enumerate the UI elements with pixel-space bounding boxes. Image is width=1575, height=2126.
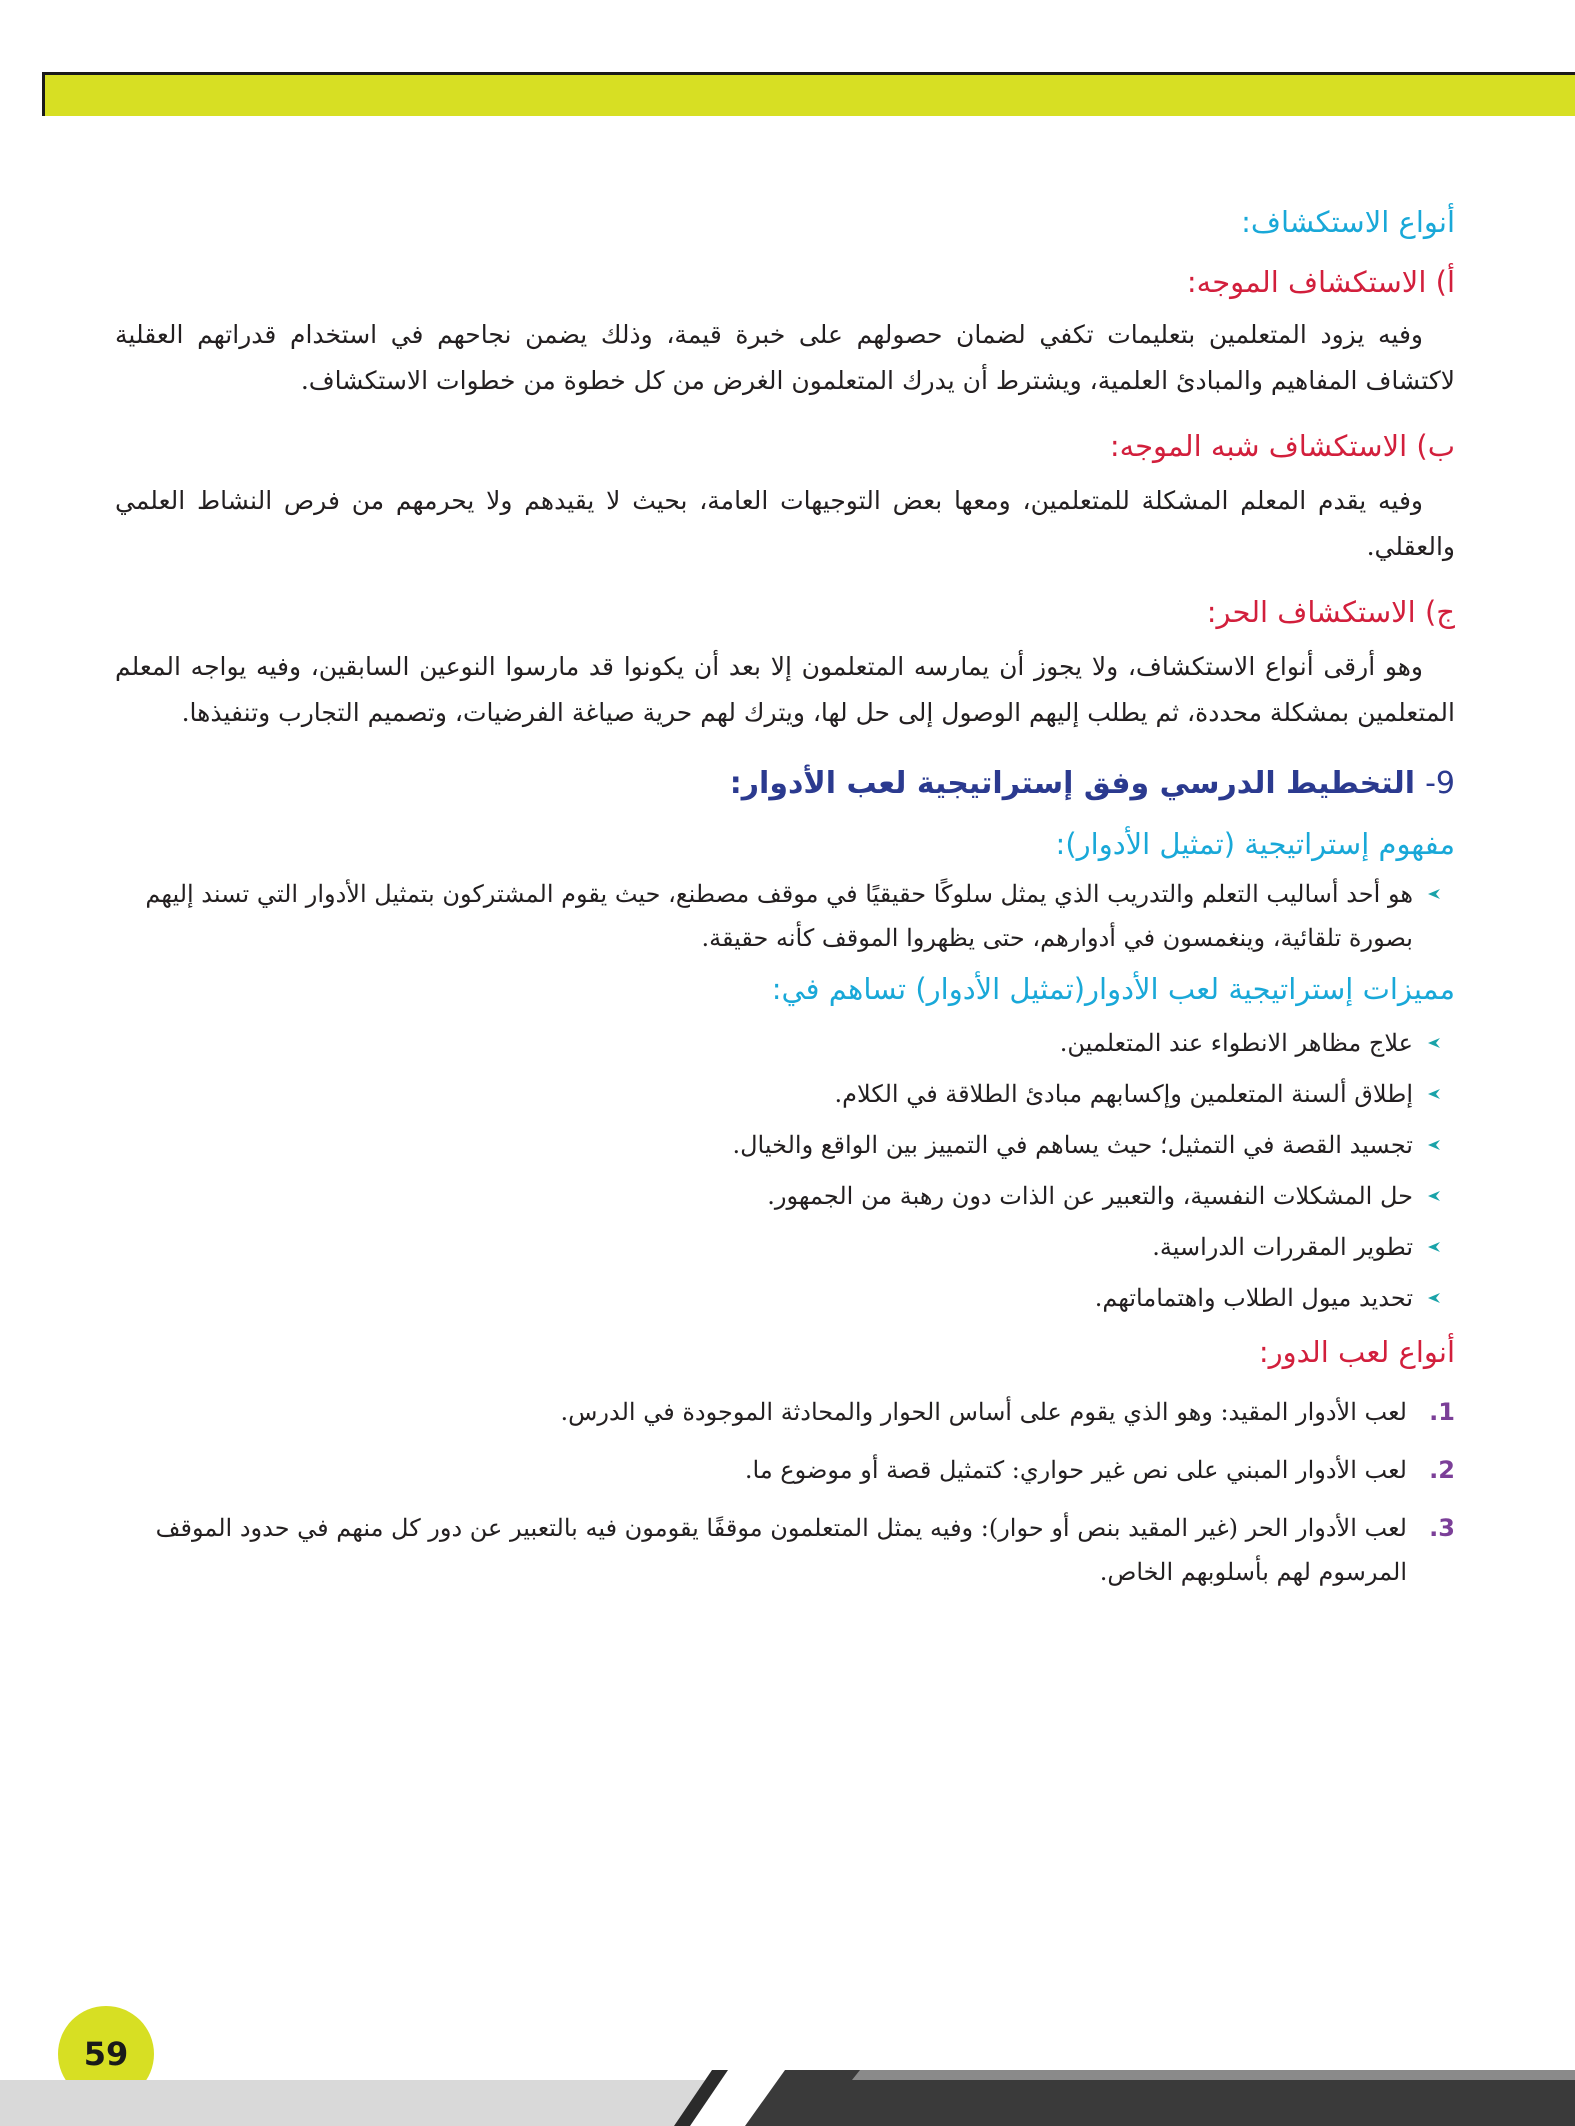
list-item (115, 1276, 1441, 1320)
concept-heading: مفهوم إستراتيجية (تمثيل الأدوار): (1055, 827, 1455, 861)
page-number: 59 (58, 2006, 154, 2102)
list-item (115, 1174, 1441, 1218)
list-item (115, 1123, 1441, 1167)
bullet-icon (1427, 1139, 1441, 1151)
item-number: 3. (1429, 1514, 1455, 1542)
page-content (115, 200, 1455, 1608)
feature-text: تجسيد القصة في التمثيل؛ حيث يساهم في التمييز بين الواقع والخيال. (732, 1131, 1413, 1159)
list-item (115, 1448, 1455, 1492)
guided-discovery-text: وفيه يزود المتعلمين بتعليمات تكفي لضمان حصولهم على خبرة قيمة، وذلك يضمن نجاحهم في استخدام قدراتهم العقلية لاكتشاف المفاهيم والمبادئ العلمية، ويشترط أن يدرك المتعلمون الغرض من كل خطوة من خطوات الاستكشاف. (115, 320, 1455, 395)
concept-text: هو أحد أساليب التعلم والتدريب الذي يمثل سلوكًا حقيقيًا في موقف مصطنع، حيث يقوم المشتركون بتمثيل الأدوار التي تسند إليهم بصورة تلقائية، وينغمسون في أدوارهم، حتى يظهروا الموقف كأنه حقيقة. (145, 880, 1413, 952)
role-types-heading: أنواع لعب الدور: (1258, 1335, 1455, 1369)
item-number: 2. (1429, 1456, 1455, 1484)
feature-text: حل المشكلات النفسية، والتعبير عن الذات دون رهبة من الجمهور. (767, 1182, 1413, 1210)
feature-text: إطلاق ألسنة المتعلمين وإكسابهم مبادئ الطلاقة في الكلام. (834, 1080, 1413, 1108)
list-item (115, 1390, 1455, 1434)
role-type-text: لعب الأدوار المبني على نص غير حواري: كتمثيل قصة أو موضوع ما. (744, 1456, 1407, 1484)
semi-guided-discovery-heading: ب) الاستكشاف شبه الموجه: (1109, 429, 1455, 463)
feature-text: تطوير المقررات الدراسية. (1152, 1233, 1413, 1261)
list-item (115, 1072, 1441, 1116)
item-number: 1. (1429, 1398, 1455, 1426)
footer-grey-band (0, 2080, 705, 2126)
role-type-text: لعب الأدوار المقيد: وهو الذي يقوم على أساس الحوار والمحادثة الموجودة في الدرس. (560, 1398, 1407, 1426)
footer-grey-top (852, 2070, 1575, 2080)
bullet-icon (1427, 888, 1441, 900)
list-item (115, 1506, 1455, 1594)
bullet-icon (1427, 1037, 1441, 1049)
features-list (115, 1021, 1455, 1320)
role-type-text: لعب الأدوار الحر (غير المقيد بنص أو حوار): وفيه يمثل المتعلمون موقفًا يقومون فيه بالتعبير عن دور كل منهم في حدود الموقف المرسوم لهم بأسلوبهم الخاص. (155, 1514, 1407, 1586)
discovery-types-heading: أنواع الاستكشاف: (1241, 205, 1455, 239)
section-9-heading (115, 760, 1455, 808)
role-types-list (115, 1390, 1455, 1594)
footer-decoration (0, 2062, 1575, 2126)
bullet-icon (1427, 1088, 1441, 1100)
bullet-icon (1427, 1292, 1441, 1304)
bullet-icon (1427, 1241, 1441, 1253)
list-item (115, 872, 1441, 960)
bullet-icon (1427, 1190, 1441, 1202)
features-heading: مميزات إستراتيجية لعب الأدوار(تمثيل الأدوار) تساهم في: (771, 972, 1455, 1006)
feature-text: تحديد ميول الطلاب واهتماماتهم. (1094, 1284, 1413, 1312)
list-item (115, 1225, 1441, 1269)
free-discovery-heading: ج) الاستكشاف الحر: (1206, 595, 1455, 629)
section-title: التخطيط الدرسي وفق إستراتيجية لعب الأدوار: (729, 766, 1416, 801)
semi-guided-discovery-text: وفيه يقدم المعلم المشكلة للمتعلمين، ومعها بعض التوجيهات العامة، بحيث لا يقيدهم ولا يحرمهم من فرص النشاط العلمي والعقلي. (115, 486, 1455, 561)
guided-discovery-heading: أ) الاستكشاف الموجه: (1186, 265, 1455, 299)
feature-text: علاج مظاهر الانطواء عند المتعلمين. (1059, 1029, 1413, 1057)
concept-list (115, 872, 1455, 960)
free-discovery-text: وهو أرقى أنواع الاستكشاف، ولا يجوز أن يمارسه المتعلمون إلا بعد أن يكونوا قد مارسوا النوعين السابقين، وفيه يواجه المعلم المتعلمين بمشكلة محددة، ثم يطلب إليهم الوصول إلى حل لها، ويترك لهم حرية صياغة الفرضيات، وتصميم التجارب وتنفيذها. (115, 652, 1455, 727)
section-number: 9- (1425, 766, 1455, 801)
list-item (115, 1021, 1441, 1065)
top-accent-bar (42, 72, 1575, 116)
